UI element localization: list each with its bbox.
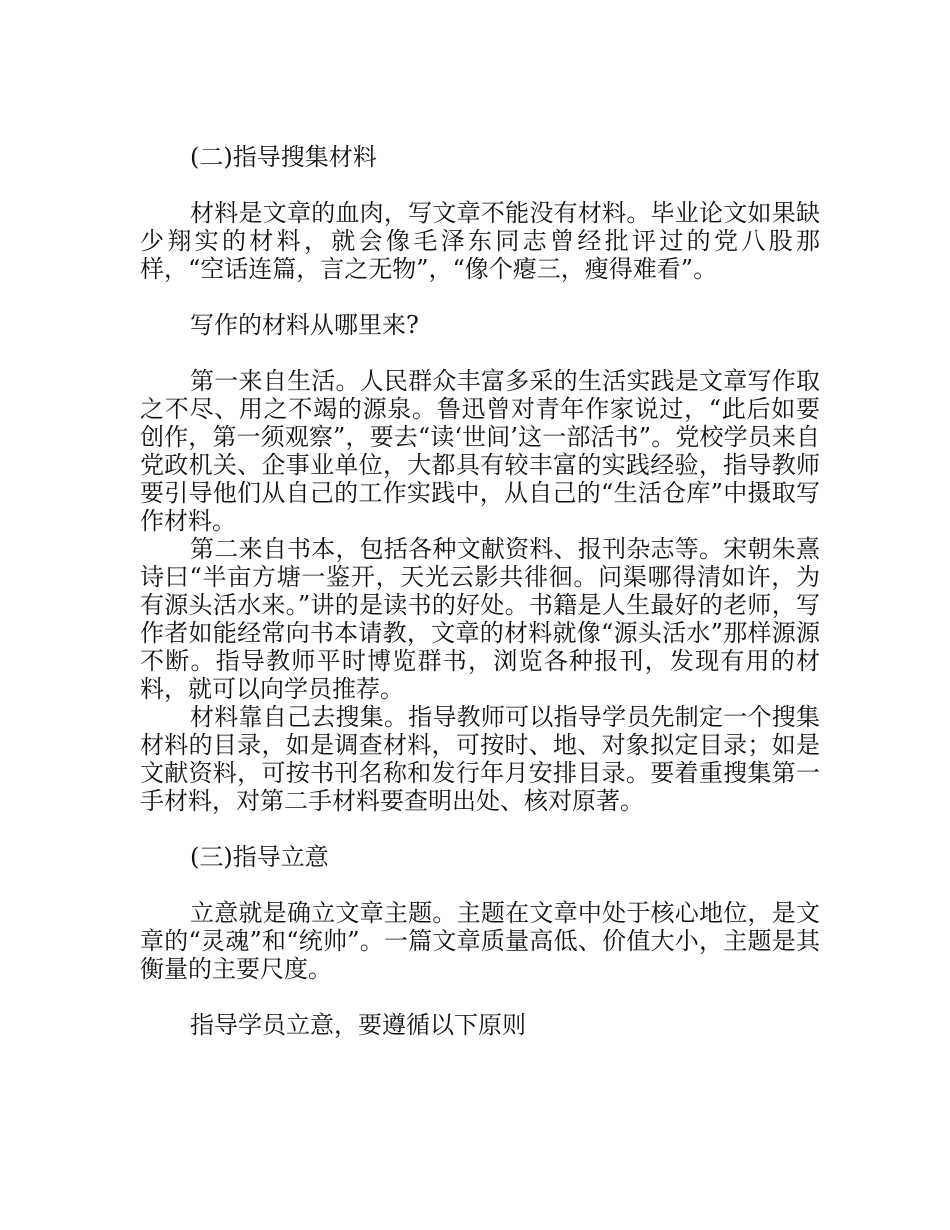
paragraph-theme-definition: 立意就是确立文章主题。主题在文章中处于核心地位，是文章的“灵魂”和“统帅”。一篇文章质量高低、价值大小，主题是其衡量的主要尺度。 <box>140 899 820 983</box>
paragraph-source-life: 第一来自生活。人民群众丰富多采的生活实践是文章写作取之不尽、用之不竭的源泉。鲁迅曾对青年作家说过，“此后如要创作，第一须观察”，要去“读‘世间’这一部活书”。党校学员来自党政机关、企事业单位，大都具有较丰富的实践经验，指导教师要引导他们从自己的工作实践中，从自己的“生活仓库”中摄取写作材料。 <box>140 367 820 535</box>
paragraph-source-books: 第二来自书本，包括各种文献资料、报刊杂志等。宋朝朱熹诗曰“半亩方塘一鉴开，天光云影共徘徊。问渠哪得清如许，为有源头活水来。”讲的是读书的好处。书籍是人生最好的老师，写作者如能经常向书本请教，文章的材料就像“源头活水”那样源源不断。指导教师平时博览群书，浏览各种报刊，发现有用的材料，就可以向学员推荐。 <box>140 535 820 703</box>
section-heading-theme: (三)指导立意 <box>190 843 329 871</box>
paragraph-materials-importance: 材料是文章的血肉，写文章不能没有材料。毕业论文如果缺少翔实的材料，就会像毛泽东同志曾经批评过的党八股那样，“空话连篇，言之无物”，“像个瘪三，瘦得难看”。 <box>140 199 820 283</box>
paragraph-theme-principles: 指导学员立意，要遵循以下原则 <box>190 1011 526 1039</box>
section-heading-collect-materials: (二)指导搜集材料 <box>190 143 377 171</box>
paragraph-materials-source-question: 写作的材料从哪里来? <box>190 311 419 339</box>
paragraph-self-collection: 材料靠自己去搜集。指导教师可以指导学员先制定一个搜集材料的目录，如是调查材料，可按时、地、对象拟定目录；如是文献资料，可按书刊名称和发行年月安排目录。要着重搜集第一手材料，对第二手材料要查明出处、核对原著。 <box>140 703 820 815</box>
